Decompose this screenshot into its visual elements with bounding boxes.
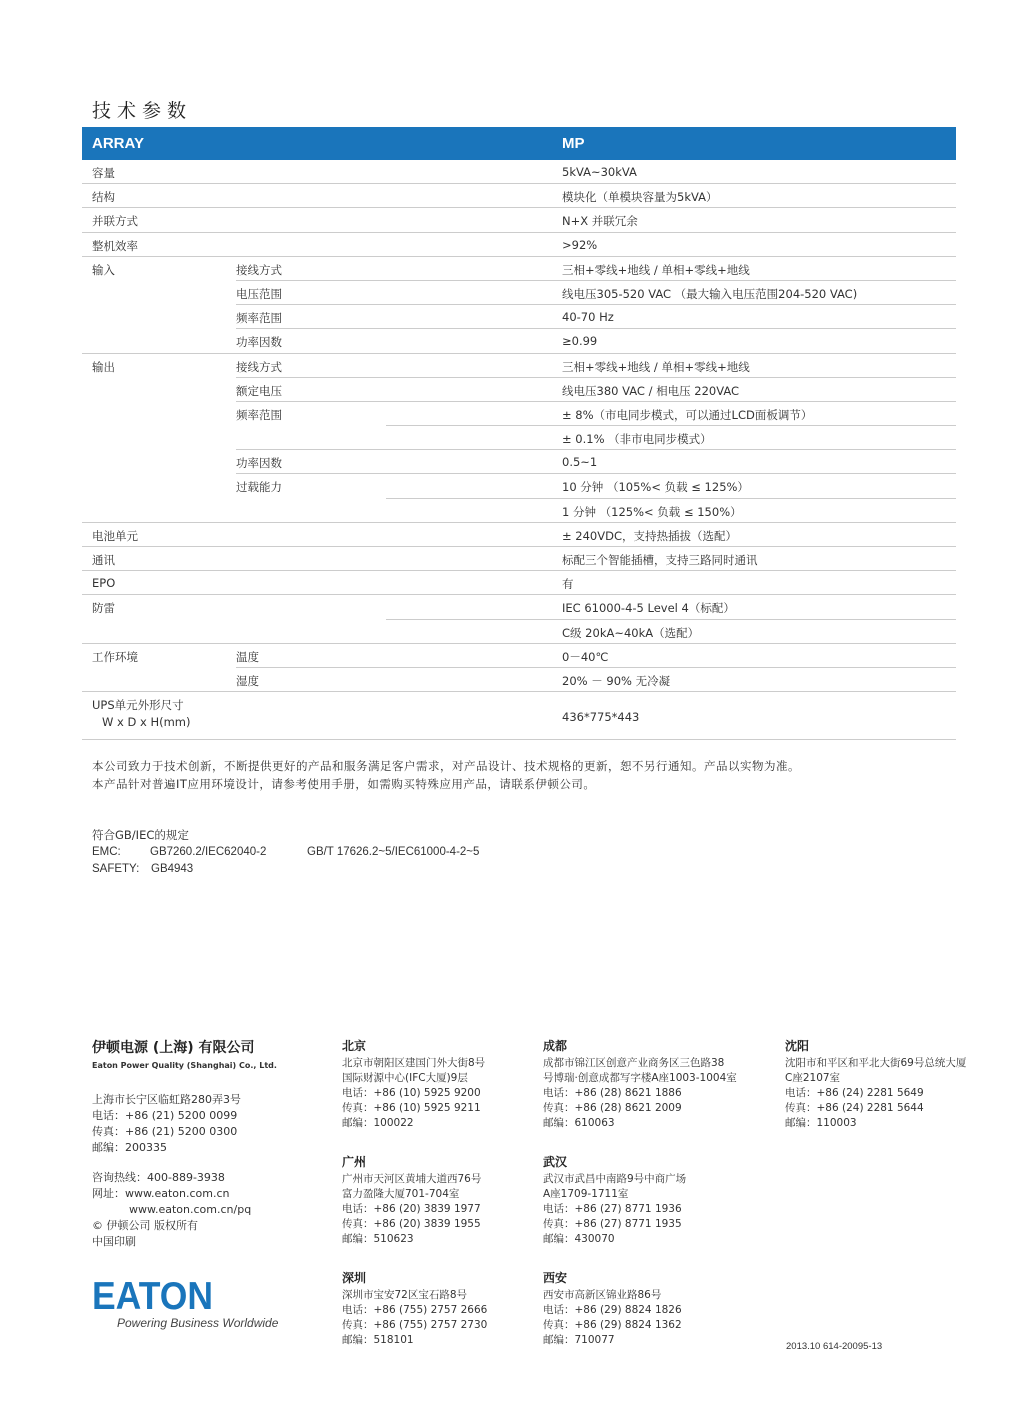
copyright: © 伊顿公司 版权所有 — [92, 1219, 198, 1232]
table-row-ups-size — [82, 692, 956, 740]
office-fax: 传真：+86 (28) 8621 2009 — [543, 1102, 682, 1114]
office-postcode: 邮编：100022 — [342, 1117, 414, 1129]
param-category: 结构 — [92, 190, 115, 205]
office-beijing — [342, 1039, 485, 1131]
office-address: 广州市天河区黄埔大道西76号 — [342, 1173, 482, 1185]
param-value: ± 8%（市电同步模式，可以通过LCD面板调节） — [562, 407, 813, 422]
param-value: 模块化（单模块容量为5kVA） — [562, 190, 718, 205]
table-row — [82, 595, 956, 619]
office-shenzhen — [342, 1271, 487, 1348]
table-row — [82, 160, 956, 184]
param-category: 通讯 — [92, 553, 115, 567]
param-value: N+X 并联冗余 — [562, 214, 638, 229]
table-row — [82, 499, 956, 523]
table-row — [82, 547, 956, 571]
param-subcategory: 接线方式 — [236, 359, 282, 374]
office-tel: 电话：+86 (20) 3839 1977 — [342, 1203, 481, 1215]
company-name: 伊顿电源 (上海) 有限公司 — [92, 1040, 255, 1056]
company-fax: 传真：+86 (21) 5200 0300 — [92, 1125, 238, 1138]
param-subcategory: 接线方式 — [236, 262, 282, 277]
office-postcode: 邮编：518101 — [342, 1334, 414, 1346]
company-hotline: 咨询热线：400-889-3938 — [92, 1171, 225, 1184]
param-subcategory: 额定电压 — [236, 383, 282, 398]
company-name-en: Eaton Power Quality (Shanghai) Co., Ltd. — [92, 1061, 277, 1070]
office-tel: 电话：+86 (24) 2281 5649 — [785, 1087, 924, 1099]
office-xian — [543, 1271, 682, 1348]
param-category: 工作环境 — [92, 649, 138, 664]
param-subcategory: 功率因数 — [236, 456, 282, 471]
office-address: 武汉市武昌中南路9号中商广场 — [543, 1173, 687, 1185]
table-row — [82, 668, 956, 692]
office-postcode: 邮编：110003 — [785, 1117, 857, 1129]
office-postcode: 邮编：510623 — [342, 1233, 414, 1245]
param-value: 0.5~1 — [562, 455, 598, 470]
disclaimer-notes — [92, 757, 800, 793]
param-value: 三相+零线+地线 / 单相+零线+地线 — [562, 359, 750, 374]
office-fax: 传真：+86 (20) 3839 1955 — [342, 1218, 481, 1230]
table-header — [82, 127, 956, 160]
table-row — [82, 402, 956, 426]
office-fax: 传真：+86 (24) 2281 5644 — [785, 1102, 924, 1114]
ups-size-value: 436*775*443 — [562, 710, 640, 725]
param-category: 整机效率 — [92, 238, 138, 253]
param-value: 5kVA~30kVA — [562, 165, 637, 179]
spec-table — [82, 127, 956, 740]
param-value: 三相+零线+地线 / 单相+零线+地线 — [562, 262, 750, 277]
office-address-2: 国际财源中心(IFC大厦)9层 — [342, 1072, 468, 1084]
company-address: 上海市长宁区临虹路280弄3号 — [92, 1093, 241, 1106]
param-value: ≥0.99 — [562, 334, 598, 349]
office-wuhan — [543, 1155, 686, 1247]
table-row — [82, 450, 956, 474]
compliance-block — [92, 827, 592, 878]
office-tel: 电话：+86 (28) 8621 1886 — [543, 1087, 682, 1099]
safety-label: SAFETY: — [92, 863, 140, 875]
table-row — [82, 257, 956, 281]
note-line-2: 本产品针对普遍IT应用环境设计，请参考使用手册，如需购买特殊应用产品，请联系伊顿公司。 — [92, 777, 596, 791]
param-subcategory: 功率因数 — [236, 335, 282, 350]
param-subcategory: 温度 — [236, 649, 259, 664]
office-tel: 电话：+86 (755) 2757 2666 — [342, 1304, 488, 1316]
param-category: 电池单元 — [92, 528, 138, 543]
emc-standard-1: GB7260.2/IEC62040-2 — [150, 846, 267, 858]
office-postcode: 邮编：710077 — [543, 1334, 615, 1346]
param-value: 1 分钟 （125%< 负载 ≤ 150%） — [562, 504, 742, 519]
office-fax: 传真：+86 (755) 2757 2730 — [342, 1319, 488, 1331]
office-address-2: C座2107室 — [785, 1072, 841, 1084]
param-value: >92% — [562, 237, 598, 252]
header-array: ARRAY — [92, 135, 144, 152]
svg-text:EATON: EATON — [92, 1278, 213, 1312]
office-city: 武汉 — [543, 1155, 568, 1169]
office-city: 西安 — [543, 1271, 568, 1285]
param-subcategory: 电压范围 — [236, 286, 282, 301]
compliance-heading: 符合GB/IEC的规定 — [92, 828, 189, 842]
company-website-pq[interactable]: www.eaton.com.cn/pq — [129, 1203, 252, 1216]
param-value: 40-70 Hz — [562, 310, 614, 325]
office-address: 成都市锦江区创意产业商务区三色路38 — [543, 1057, 725, 1069]
emc-label: EMC: — [92, 846, 121, 858]
param-subcategory: 过载能力 — [236, 480, 282, 495]
param-category: 输入 — [92, 262, 115, 277]
param-subcategory: 湿度 — [236, 673, 259, 688]
table-row — [82, 208, 956, 232]
table-row — [82, 620, 956, 644]
param-subcategory: 频率范围 — [236, 311, 282, 326]
office-postcode: 邮编：610063 — [543, 1117, 615, 1129]
param-value: 线电压380 VAC / 相电压 220VAC — [562, 383, 740, 398]
company-tel: 电话：+86 (21) 5200 0099 — [92, 1109, 238, 1122]
office-address-2: 号博瑞·创意成都写字楼A座1003-1004室 — [543, 1072, 737, 1084]
param-value: 0－40℃ — [562, 649, 609, 664]
office-address: 北京市朝阳区建国门外大街8号 — [342, 1057, 486, 1069]
param-category: 防雷 — [92, 601, 115, 616]
table-row — [82, 281, 956, 305]
office-fax: 传真：+86 (10) 5925 9211 — [342, 1102, 481, 1114]
eaton-logo-mark — [92, 1278, 214, 1312]
param-category: EPO — [92, 576, 116, 591]
office-address: 西安市高新区锦业路86号 — [543, 1289, 662, 1301]
office-fax: 传真：+86 (29) 8824 1362 — [543, 1319, 682, 1331]
param-value: ± 240VDC，支持热插拔（选配） — [562, 528, 737, 543]
printed-in: 中国印刷 — [92, 1235, 136, 1248]
param-value: IEC 61000-4-5 Level 4（标配） — [562, 601, 735, 616]
param-value: 有 — [562, 577, 574, 592]
office-city: 深圳 — [342, 1271, 367, 1285]
brand-tagline: Powering Business Worldwide — [117, 1316, 279, 1330]
emc-row — [92, 844, 592, 861]
office-address-2: A座1709-1711室 — [543, 1188, 629, 1200]
office-guangzhou — [342, 1155, 481, 1247]
ups-size-unit: W x D x H(mm) — [102, 715, 191, 730]
office-address: 沈阳市和平区和平北大街69号总统大厦 — [785, 1057, 967, 1069]
company-info — [92, 1038, 277, 1250]
office-city: 广州 — [342, 1155, 367, 1169]
office-city: 沈阳 — [785, 1039, 810, 1053]
office-fax: 传真：+86 (27) 8771 1935 — [543, 1218, 682, 1230]
office-city: 成都 — [543, 1039, 568, 1053]
document-reference: 2013.10 614-20095-13 — [786, 1341, 883, 1352]
table-row — [82, 354, 956, 378]
office-chengdu — [543, 1039, 737, 1131]
table-row — [82, 305, 956, 329]
section-title: 技术参数 — [92, 100, 193, 122]
office-address-2: 富力盈隆大厦701-704室 — [342, 1188, 460, 1200]
param-value: 线电压305-520 VAC （最大输入电压范围204-520 VAC) — [562, 286, 858, 301]
param-category: 并联方式 — [92, 214, 138, 229]
safety-row — [92, 861, 592, 878]
table-row — [82, 426, 956, 450]
param-category: 输出 — [92, 359, 115, 374]
table-row — [82, 184, 956, 208]
table-row — [82, 329, 956, 353]
safety-standard: GB4943 — [151, 863, 194, 875]
office-address: 深圳市宝安72区宝石路8号 — [342, 1289, 468, 1301]
eaton-logo — [92, 1278, 214, 1316]
note-line-1: 本公司致力于技术创新，不断提供更好的产品和服务满足客户需求，对产品设计、技术规格的更新，恕不另行通知。产品以实物为准。 — [92, 759, 800, 773]
table-row — [82, 378, 956, 402]
table-row — [82, 644, 956, 668]
ups-size-label: UPS单元外形尺寸 — [92, 698, 184, 713]
param-value: ± 0.1% （非市电同步模式） — [562, 432, 712, 447]
param-value: 20% － 90% 无冷凝 — [562, 673, 671, 688]
office-postcode: 邮编：430070 — [543, 1233, 615, 1245]
table-row — [82, 571, 956, 595]
office-shenyang — [785, 1039, 966, 1131]
emc-standard-2: GB/T 17626.2~5/IEC61000-4-2~5 — [307, 846, 480, 858]
param-subcategory: 频率范围 — [236, 407, 282, 422]
company-postcode: 邮编：200335 — [92, 1141, 167, 1154]
office-tel: 电话：+86 (29) 8824 1826 — [543, 1304, 682, 1316]
office-city: 北京 — [342, 1039, 367, 1053]
office-tel: 电话：+86 (27) 8771 1936 — [543, 1203, 682, 1215]
company-website[interactable]: 网址：www.eaton.com.cn — [92, 1187, 230, 1200]
param-value: 10 分钟 （105%< 负载 ≤ 125%） — [562, 480, 749, 495]
table-row — [82, 474, 956, 498]
param-category: 容量 — [92, 166, 115, 180]
office-tel: 电话：+86 (10) 5925 9200 — [342, 1087, 481, 1099]
param-value: 标配三个智能插槽，支持三路同时通讯 — [562, 553, 758, 567]
param-value: C级 20kA~40kA（选配） — [562, 625, 700, 640]
table-row — [82, 233, 956, 257]
header-mp: MP — [562, 135, 585, 152]
table-row — [82, 523, 956, 547]
